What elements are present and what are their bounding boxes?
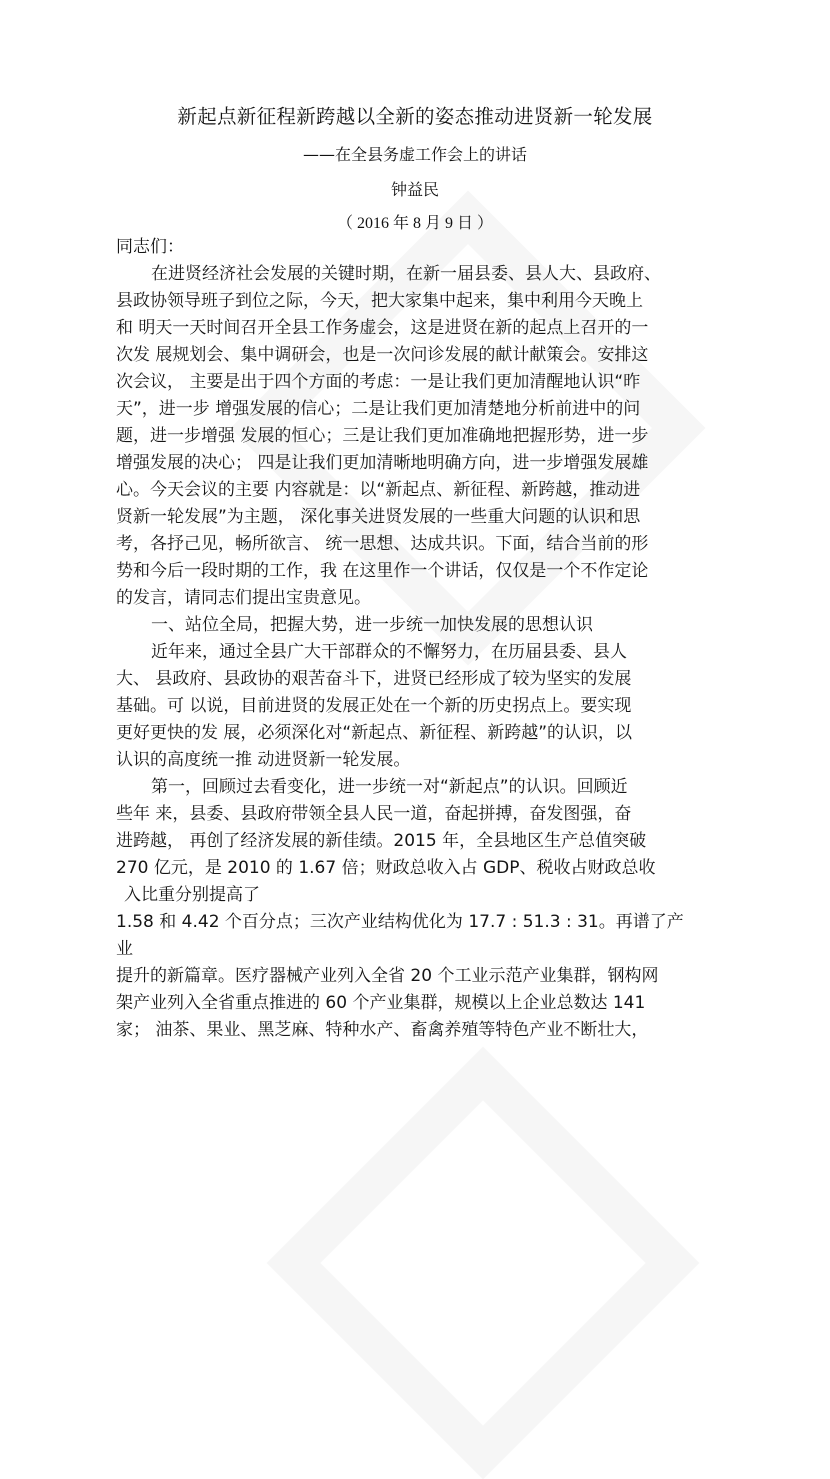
salutation: 同志们： bbox=[116, 237, 184, 257]
text-line: 进跨越， 再创了经济发展的新佳绩。2015 年，全县地区生产总值突破 bbox=[116, 831, 647, 851]
text-line: 势和今后一段时期的工作，我 在这里作一个讲话，仅仅是一个不作定论 bbox=[116, 561, 649, 581]
text-line: 架产业列入全省重点推进的 60 个产业集群，规模以上企业总数达 141 bbox=[116, 993, 646, 1013]
text-line: 业 bbox=[116, 939, 133, 959]
text-line: 家； 油茶、果业、黑芝麻、特种水产、畜禽养殖等特色产业不断壮大， bbox=[116, 1020, 649, 1040]
text-line: 大、 县政府、县政协的艰苦奋斗下，进贤已经形成了较为坚实的发展 bbox=[116, 669, 632, 689]
document-date: （ 2016 年 8 月 9 日 ） bbox=[336, 215, 493, 232]
text-line: 考，各抒己见，畅所欲言、 统一思想、达成共识。下面，结合当前的形 bbox=[116, 534, 649, 554]
text-line: 在进贤经济社会发展的关键时期，在新一届县委、县人大、县政府、 bbox=[151, 264, 661, 284]
text-line: 增强发展的决心； 四是让我们更加清晰地明确方向，进一步增强发展雄 bbox=[116, 453, 649, 473]
text-line: 的发言，请同志们提出宝贵意见。 bbox=[116, 588, 371, 608]
text-line: 些年 来，县委、县政府带领全县人民一道，奋起拼搏，奋发图强，奋 bbox=[116, 804, 632, 824]
text-line: 心。今天会议的主要 内容就是：以“新起点、新征程、新跨越，推动进 bbox=[116, 480, 641, 500]
text-line: 更好更快的发 展，必须深化对“新起点、新征程、新跨越”的认识，以 bbox=[116, 723, 633, 743]
document-title: 新起点新征程新跨越以全新的姿态推动进贤新一轮发展 bbox=[177, 105, 653, 128]
text-line: 题，进一步增强 发展的恒心；三是让我们更加准确地把握形势，进一步 bbox=[116, 426, 649, 446]
text-line: 县政协领导班子到位之际，今天，把大家集中起来，集中利用今天晚上 bbox=[116, 291, 643, 311]
text-line: 天”，进一步 增强发展的信心；二是让我们更加清楚地分析前进中的问 bbox=[116, 399, 641, 419]
text-line: 基础。可 以说，目前进贤的发展正处在一个新的历史拐点上。要实现 bbox=[116, 696, 632, 716]
text-line: 和 明天一天时间召开全县工作务虚会，这是进贤在新的起点上召开的一 bbox=[116, 318, 649, 338]
document-author: 钟益民 bbox=[390, 180, 439, 199]
text-line: 入比重分别提高了 bbox=[124, 885, 260, 905]
text-line: 近年来，通过全县广大干部群众的不懈努力，在历届县委、县人 bbox=[151, 642, 627, 662]
text-line: 次会议， 主要是出于四个方面的考虑：一是让我们更加清醒地认识“昨 bbox=[116, 372, 641, 392]
text-line: 1.58 和 4.42 个百分点；三次产业结构优化为 17.7 : 51.3 : 31。再谱了产 bbox=[116, 912, 684, 932]
text-line: 次发 展规划会、集中调研会，也是一次问诊发展的献计献策会。安排这 bbox=[116, 345, 649, 365]
text-line: 第一，回顾过去看变化，进一步统一对“新起点”的认识。回顾近 bbox=[151, 777, 628, 797]
text-line: 270 亿元，是 2010 的 1.67 倍；财政总收入占 GDP、税收占财政总收 bbox=[116, 858, 656, 878]
text-line: 提升的新篇章。医疗器械产业列入全省 20 个工业示范产业集群，钢构网 bbox=[116, 966, 659, 986]
text-line: 认识的高度统一推 动进贤新一轮发展。 bbox=[116, 750, 411, 770]
text-line: 贤新一轮发展”为主题， 深化事关进贤发展的一些重大问题的认识和思 bbox=[116, 507, 641, 527]
document-subtitle: ——在全县务虚工作会上的讲话 bbox=[302, 145, 527, 164]
section-heading: 一、站位全局，把握大势，进一步统一加快发展的思想认识 bbox=[151, 615, 593, 635]
